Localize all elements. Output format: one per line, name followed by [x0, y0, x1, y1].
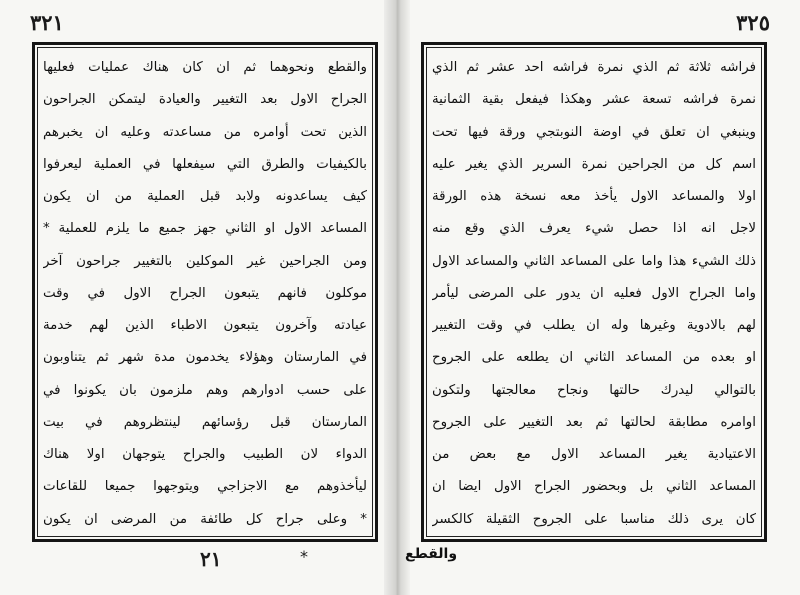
- left-signature-mark: *: [300, 547, 308, 566]
- text-line: اولا والمساعد الاول يأخذ معه نسخة هذه الورقة: [432, 189, 756, 205]
- text-line: ذلك الشيء هذا واما على المساعد الثاني والمساعد الاول: [432, 253, 756, 269]
- text-line: في المارستان وهؤلاء يخدمون مدة شهر ثم يتناوبون: [43, 350, 367, 366]
- text-line: الجراح الاول بعد التغيير والعيادة ليتمكن الجراحون: [43, 92, 367, 108]
- left-page: [0, 0, 386, 595]
- text-line: موكلون فانهم يتبعون الجراح الاول في وقت: [43, 285, 367, 301]
- text-line: ومن الجراحين غير الموكلين بالتغيير جراحون آخر: [43, 253, 367, 269]
- text-line: بالتوالي ليدرك حالتها ونجاح معالجتها ولتكون: [432, 382, 756, 398]
- left-text-block: [43, 51, 367, 535]
- text-line: لهم بالادوية وغيرها وله ان يطلب في وقت التغيير: [432, 318, 756, 334]
- text-line: ليأخذوهم مع الاجزاجي ويتوجهوا جميعا للقاعات: [43, 479, 367, 495]
- text-line: * وعلى جراح كل طائفة من المرضى ان يكون: [43, 511, 367, 527]
- text-line: وينبغي ان تعلق في اوضة النوبتجي ورقة فيها تحت: [432, 124, 756, 140]
- text-line: عيادته وآخرون يتبعون الاطباء الذين لهم خدمة: [43, 318, 367, 334]
- left-text-frame: [32, 42, 378, 542]
- left-page-number: ٣٢١: [30, 10, 64, 35]
- right-text-block: [432, 51, 756, 535]
- text-line: والقطع ونحوهما ثم ان كان هناك عمليات فعليها: [43, 60, 367, 75]
- text-line: كان يرى ذلك مناسبا على الجروح الثقيلة كالكسر: [432, 511, 756, 527]
- right-page-number: ٣٢٥: [736, 10, 770, 35]
- text-line: المساعد الاول او الثاني جهز جميع ما يلزم للعملية *: [43, 221, 367, 237]
- text-line: بالكيفيات والطرق التي سيفعلها في العملية ليعرفوا: [43, 156, 367, 172]
- text-line: كيف يساعدونه ولابد قبل العملية من ان يكون: [43, 189, 367, 205]
- right-page: [405, 0, 800, 595]
- text-line: نمرة فراشه تسعة عشر وهكذا فيفعل بقية الثمانية: [432, 92, 756, 108]
- text-line: واما الجراح الاول فعليه ان يدور على المرضى ليأمر: [432, 285, 756, 301]
- book-gutter: [384, 0, 410, 595]
- text-line: على حسب ادوارهم وهم ملزمون بان يكونوا في: [43, 382, 367, 398]
- text-line: اسم كل من الجراحين نمرة السرير الذي يغير عليه: [432, 156, 756, 172]
- text-line: فراشه ثلاثة ثم الذي نمرة فراشه احد عشر ثم الذي: [432, 60, 756, 75]
- text-line: اوامره مطابقة لحالتها ثم بعد التغيير على الجروح: [432, 414, 756, 430]
- text-line: لاجل انه اذا حصل شيء يعرف الذي وقع منه: [432, 221, 756, 237]
- left-signature-number: ٢١: [200, 547, 222, 571]
- text-line: او بعده من المساعد الثاني ان يطلعه على الجروح: [432, 350, 756, 366]
- text-line: الدواء لان الطبيب والجراح يتوجهان اولا هناك: [43, 447, 367, 463]
- text-line: الذين تحت أوامره من مساعدته وعليه ان يخبرهم: [43, 124, 367, 140]
- text-line: المارستان قبل رؤسائهم لينتظروهم في بيت: [43, 414, 367, 430]
- text-line: الاعتيادية يغير المساعد الاول مع بعض من: [432, 447, 756, 463]
- catchword: والقطع: [405, 546, 458, 562]
- text-line: المساعد الثاني بل وبحضور الجراح الاول ايضا ان: [432, 479, 756, 495]
- right-text-frame: [421, 42, 767, 542]
